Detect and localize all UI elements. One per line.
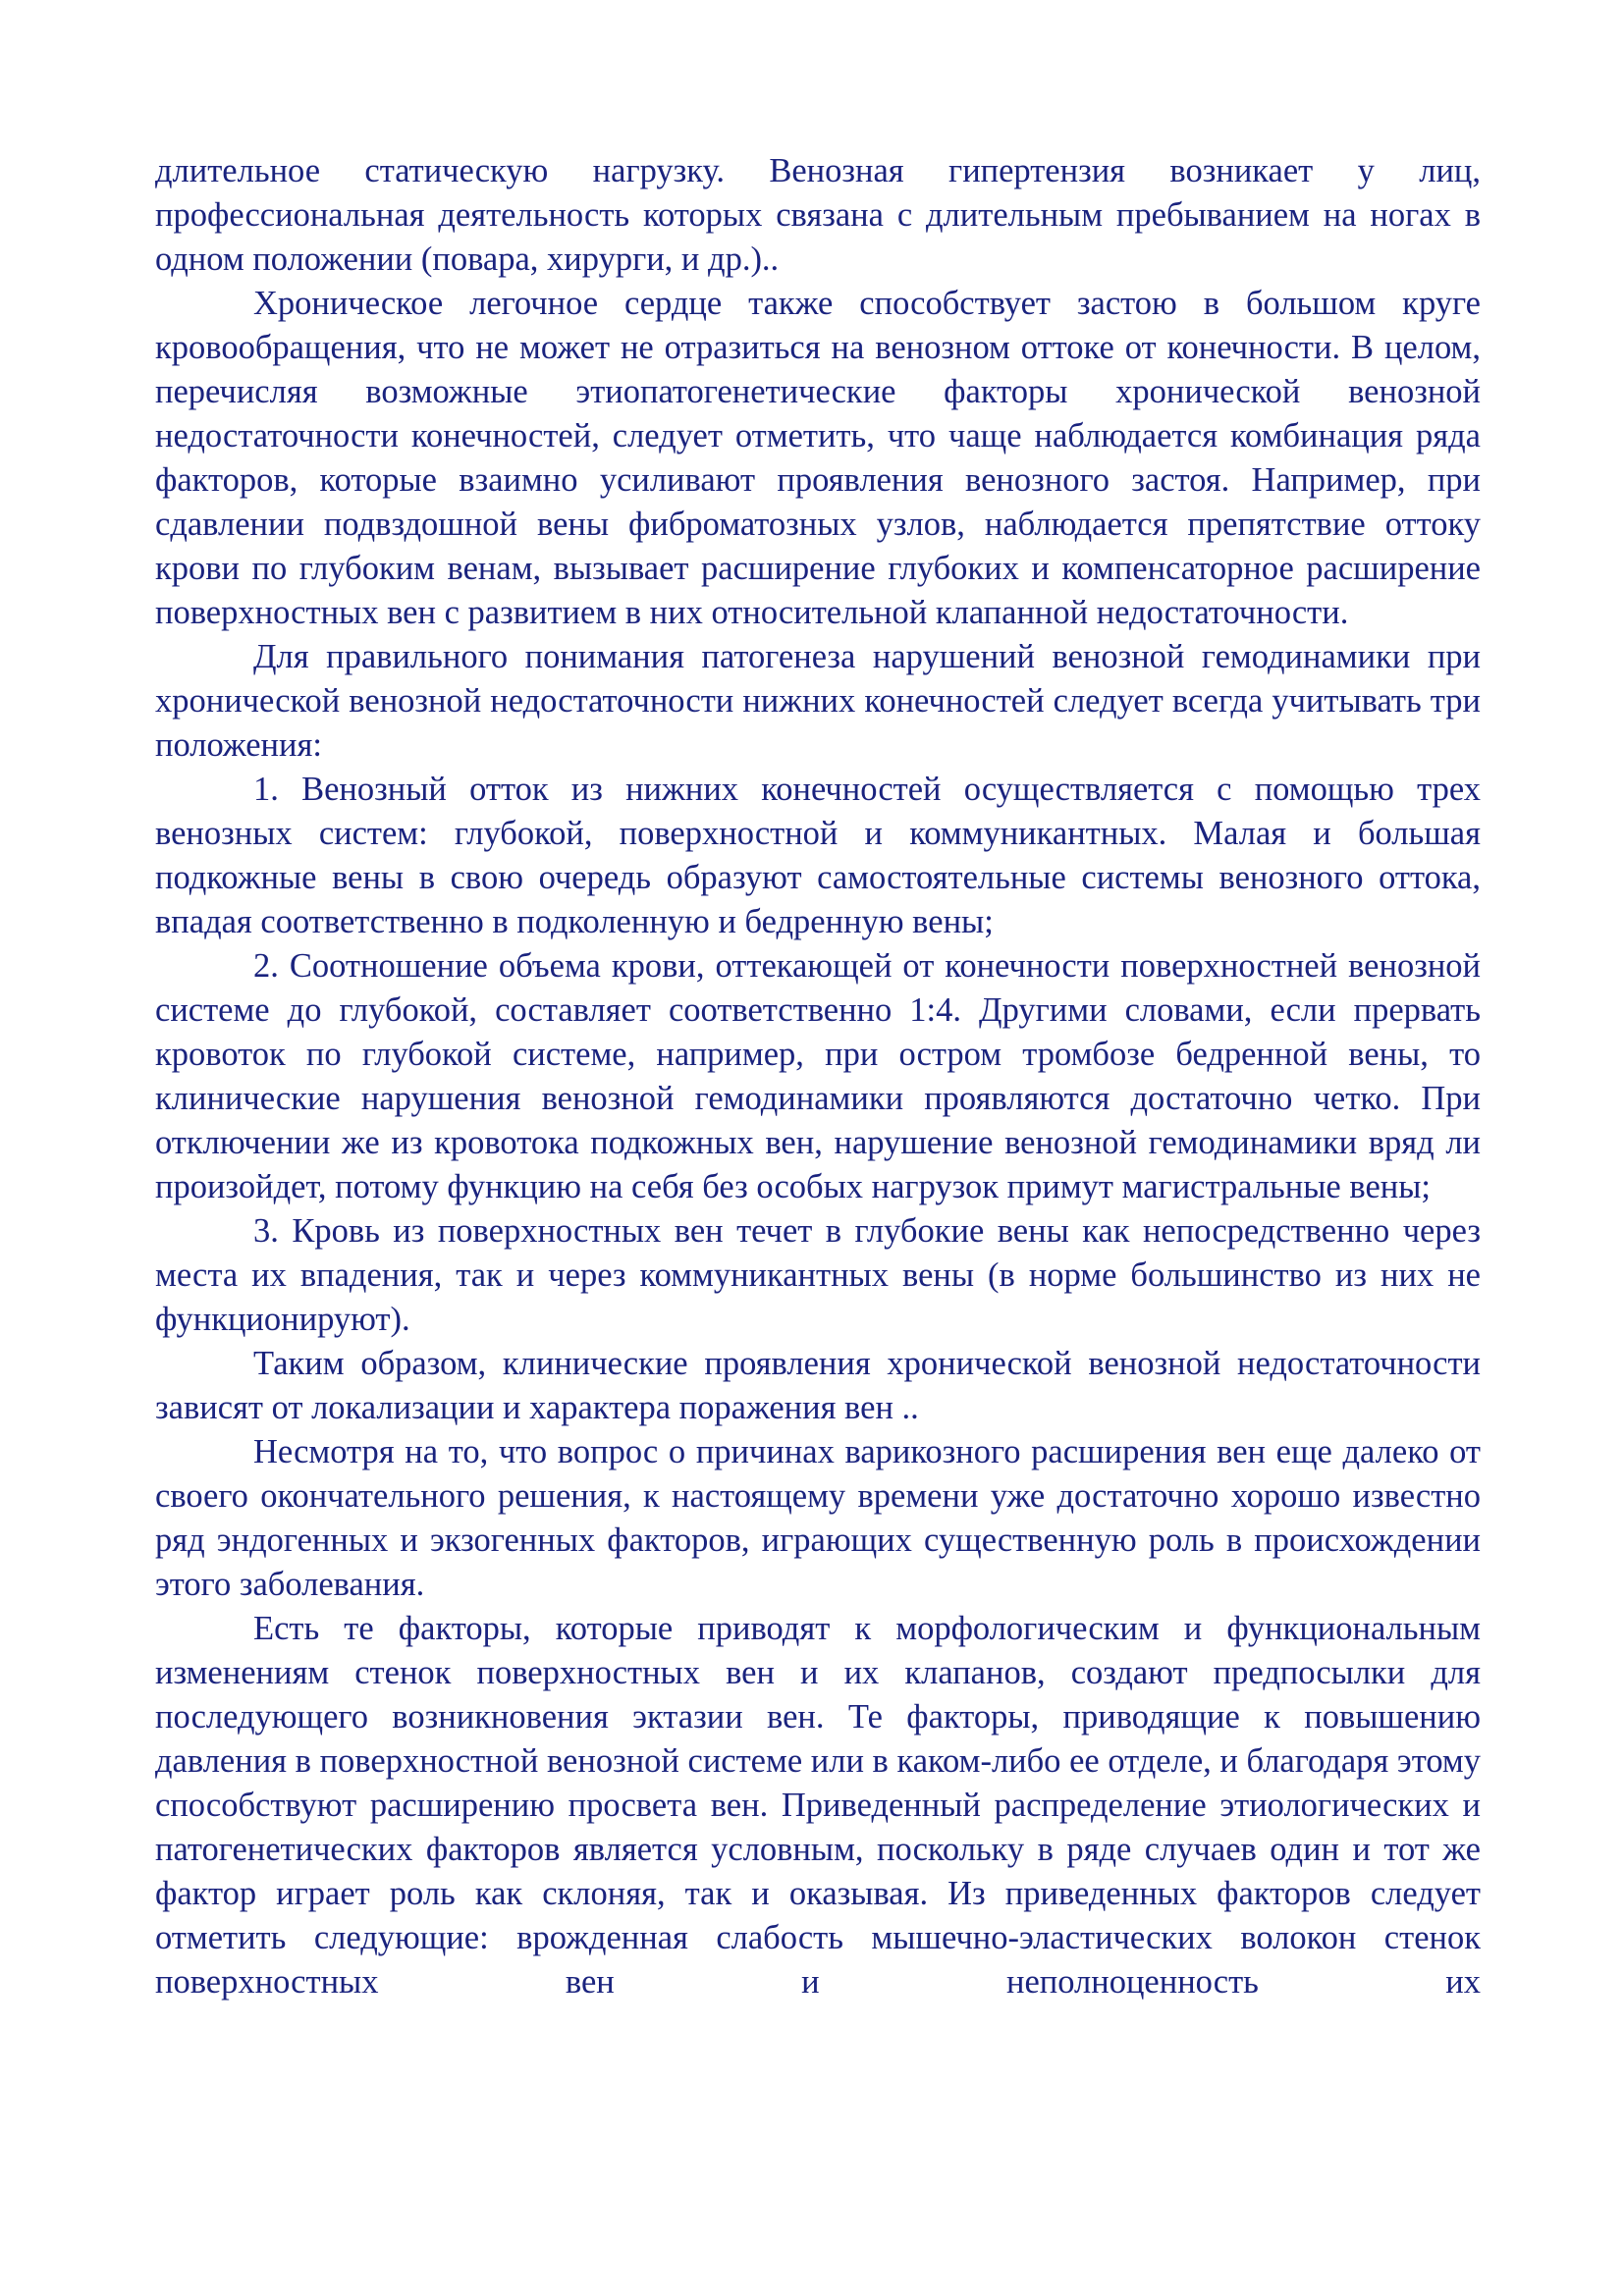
paragraph-5: Несмотря на то, что вопрос о причинах варикозного расширения вен еще далеко от своего окончательного решения, к настоящему времени уже достаточно хорошо известно ряд эндогенных и экзогенных факторов, играющих существенную роль в происхождении этого заболевания. bbox=[155, 1433, 1481, 1603]
paragraph-1: длительное статическую нагрузку. Венозная гипертензия возникает у лиц, профессиональная деятельность которых связана с длительным пребыванием на ногах в одном положении (повара, хирурги, и др.).. bbox=[155, 152, 1481, 278]
paragraph-6: Есть те факторы, которые приводят к морфологическим и функциональным изменениям стенок поверхностных вен и их клапанов, создают предпосылки для последующего возникновения эктазии вен. Те факторы, приводящие к повышению давления в поверхностной венозной системе или в каком-либо ее отделе, и благодаря этому способствуют расширению просвета вен. Приведенный распределение этиологических и патогенетических факторов является условным, поскольку в ряде случаев один и тот же фактор играет роль как склоняя, так и оказывая. Из приведенных факторов следует отметить следующие: врожденная слабость мышечно-эластических волокон стенок поверхностных вен и неполноценность их bbox=[155, 1610, 1481, 2001]
paragraph-4: Таким образом, клинические проявления хронической венозной недостаточности зависят от локализации и характера поражения вен .. bbox=[155, 1345, 1481, 1426]
list-item-2: 2. Соотношение объема крови, оттекающей от конечности поверхностней венозной системе до глубокой, составляет соответственно 1:4. Другими словами, если прервать кровоток по глубокой системе, например, при остром тромбозе бедренной вены, то клинические нарушения венозной гемодинамики проявляются достаточно четко. При отключении же из кровотока подкожных вен, нарушение венозной гемодинамики вряд ли произойдет, потому функцию на себя без особых нагрузок примут магистральные вены; bbox=[155, 947, 1481, 1205]
list-item-1: 1. Венозный отток из нижних конечностей осуществляется с помощью трех венозных систем: глубокой, поверхностной и коммуникантных. Малая и большая подкожные вены в свою очередь образуют самостоятельные системы венозного оттока, впадая соответственно в подколенную и бедренную вены; bbox=[155, 771, 1481, 940]
document-page bbox=[155, 149, 1481, 2004]
paragraph-3: Для правильного понимания патогенеза нарушений венозной гемодинамики при хронической венозной недостаточности нижних конечностей следует всегда учитывать три положения: bbox=[155, 638, 1481, 764]
list-item-3: 3. Кровь из поверхностных вен течет в глубокие вены как непосредственно через места их впадения, так и через коммуникантных вены (в норме большинство из них не функционируют). bbox=[155, 1212, 1481, 1338]
paragraph-2: Хроническое легочное сердце также способствует застою в большом круге кровообращения, что не может не отразиться на венозном оттоке от конечности. В целом, перечисляя возможные этиопатогенетические факторы хронической венозной недостаточности конечностей, следует отметить, что чаще наблюдается комбинация ряда факторов, которые взаимно усиливают проявления венозного застоя. Например, при сдавлении подвздошной вены фиброматозных узлов, наблюдается препятствие оттоку крови по глубоким венам, вызывает расширение глубоких и компенсаторное расширение поверхностных вен с развитием в них относительной клапанной недостаточности. bbox=[155, 285, 1481, 631]
